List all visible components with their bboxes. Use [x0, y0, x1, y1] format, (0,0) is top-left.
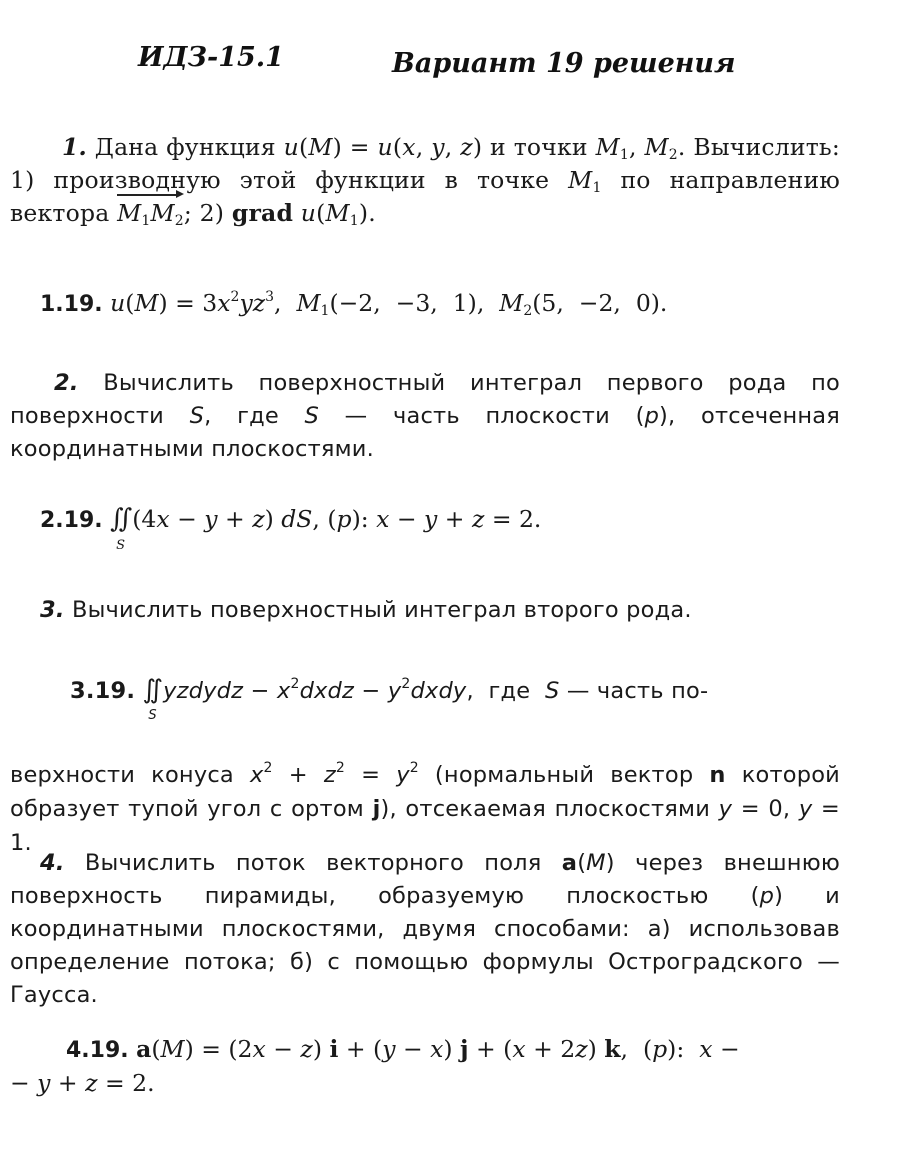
task-2-formula: 2.19. ∬ S (4x − y + z) dS, (p): x − y + z = 2.	[40, 504, 542, 553]
variant-title: Вариант 19 решения	[392, 48, 736, 79]
task-1-statement: 1. Дана функция u(M) = u(x, y, z) и точки $M_1$, $M_2$. Вычислить: 1) производную этой функции в точке $M_1$ по направлению вектора $M_1M_2$; 2) grad $u(M_1)$.	[10, 133, 841, 229]
task-4-formula: 4.19. a(M) = (2x − z) i + (y − x) j + (x + 2z) k, (p): x − − y + z = 2.	[10, 1035, 740, 1097]
document-id: ИДЗ-15.1	[138, 42, 284, 73]
task-2-statement: 2. Вычислить поверхностный интеграл первого рода по поверхности S, где S — часть плоскости (p), отсеченная координатными плоскостями.	[10, 370, 840, 462]
task-1-formula: 1.19. $u(M) = 3x^2yz^3$, $M_1(-2$, −3, 1), $M_2(5$, −2, 0).	[40, 289, 668, 319]
task-3-statement: 3. Вычислить поверхностный интеграл второго рода.	[40, 597, 692, 623]
task-4-statement: 4. Вычислить поток векторного поля a(M) через внешнюю поверхность пирамиды, образуемую плоскостью (p) и координатными плоскостями, двумя способами: а) использовав определение потока; б) с помощью формулы Остроградского — Гаусса.	[10, 850, 840, 1008]
task-3-formula: 3.19. ∬ S yzdydz − $x^2dxdz$ − $y^2dxdy$, где S — часть по- верхности конуса $x^2 + z^2 = y^2$ (нормальный вектор n которой образует тупой угол с ортом j), отсекаемая плоскостями y = 0, y = 1.	[10, 675, 840, 856]
